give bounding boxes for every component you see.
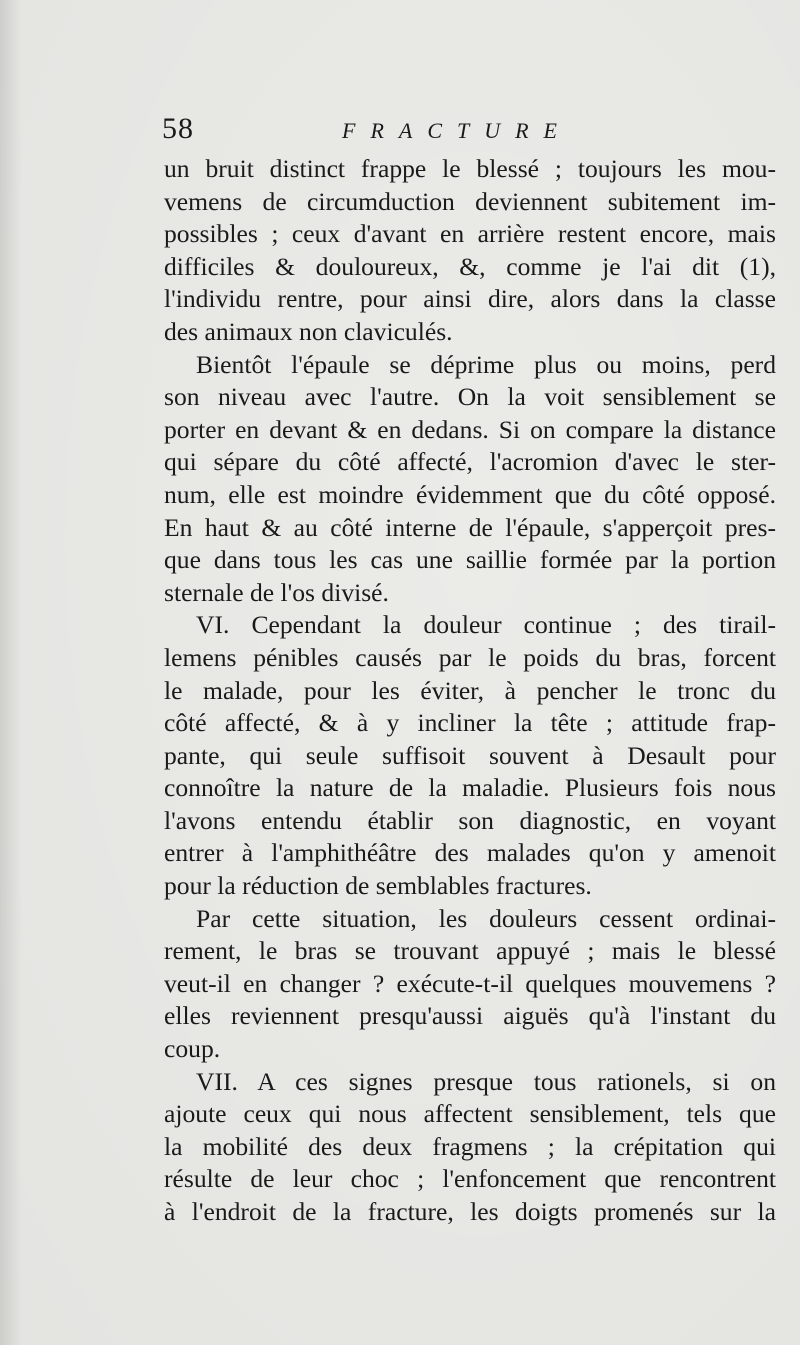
text-line: En haut & au côté interne de l'épaule, s'apperçoit pres-	[164, 512, 776, 542]
text-line: côté affecté, & à y incliner la tête ; attitude frap-	[164, 708, 776, 738]
text-line: l'avons entendu établir son diagnostic, en voyant	[164, 805, 776, 835]
text-line: veut-il en changer ? exécute-t-il quelques mouvemens ?	[164, 968, 776, 998]
text-line: entrer à l'amphithéâtre des malades qu'on y amenoit	[164, 838, 776, 868]
text-line: difficiles & douloureux, &, comme je l'ai dit (1),	[164, 251, 776, 281]
text-line: son niveau avec l'autre. On la voit sensiblement se	[164, 382, 776, 412]
text-line: qui sépare du côté affecté, l'acromion d'avec le ster-	[164, 447, 776, 477]
text-line: le malade, pour les éviter, à pencher le tronc du	[164, 675, 776, 705]
text-line: possibles ; ceux d'avant en arrière restent encore, mais	[164, 219, 776, 249]
text-line: vemens de circumduction deviennent subitement im-	[164, 186, 776, 216]
text-line: résulte de leur choc ; l'enfoncement que rencontrent	[164, 1164, 776, 1194]
text-line: sternale de l'os divisé.	[164, 577, 389, 607]
text-line: pour la réduction de semblables fractures.	[164, 871, 592, 901]
text-line: num, elle est moindre évidemment que du côté opposé.	[164, 479, 776, 509]
text-line: elles reviennent presqu'aussi aiguës qu'à l'instant du	[164, 1001, 776, 1031]
text-line: la mobilité des deux fragmens ; la crépitation qui	[164, 1131, 776, 1161]
text-line: ajoute ceux qui nous affectent sensiblement, tels que	[164, 1099, 776, 1129]
text-line: porter en devant & en dedans. Si on compare la distance	[164, 414, 776, 444]
text-line: à l'endroit de la fracture, les doigts promenés sur la	[164, 1197, 776, 1226]
text-line: lemens pénibles causés par le poids du bras, forcent	[164, 642, 776, 672]
text-line: Bientôt l'épaule se déprime plus ou moins, perd	[196, 349, 776, 379]
text-line: Par cette situation, les douleurs cessent ordinai-	[196, 903, 776, 933]
text-line: VI. Cependant la douleur continue ; des tirail-	[196, 610, 776, 640]
text-line: rement, le bras se trouvant appuyé ; mais le blessé	[164, 936, 776, 966]
text-line: VII. A ces signes presque tous rationels, si on	[196, 1066, 776, 1096]
text-line: l'individu rentre, pour ainsi dire, alors dans la classe	[164, 284, 776, 314]
text-line: connoître la nature de la maladie. Plusieurs fois nous	[164, 773, 776, 803]
gutter-shadow	[0, 0, 22, 1345]
text-line: coup.	[164, 1034, 221, 1064]
running-head: FRACTURE	[342, 118, 572, 143]
text-line: pante, qui seule suffisoit souvent à Desault pour	[164, 740, 776, 770]
text-line: que dans tous les cas une saillie formée par la portion	[164, 545, 776, 575]
page-header	[162, 110, 782, 150]
text-line: des animaux non claviculés.	[164, 316, 453, 346]
text-line: un bruit distinct frappe le blessé ; toujours les mou-	[164, 154, 776, 183]
page-number: 58	[162, 112, 194, 145]
body-text	[164, 153, 776, 1229]
